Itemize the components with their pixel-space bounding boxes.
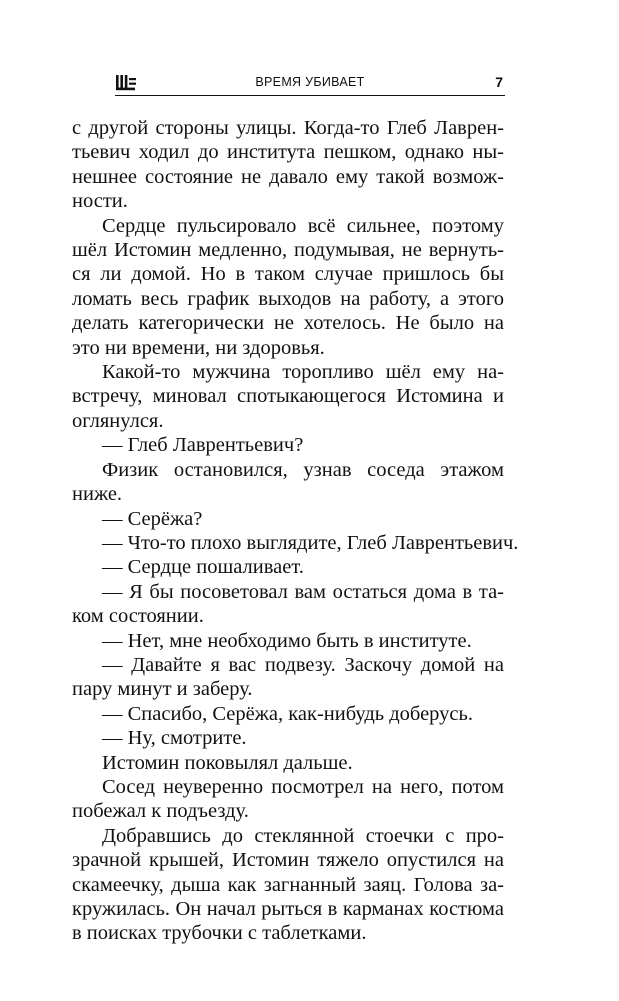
text-line: оглянулся. [72,409,164,432]
text-line: Сердце пульсировало всё сильнее, поэтому [102,214,504,237]
text-line: ком состоянии. [72,605,204,628]
paragraph [72,360,504,433]
paragraph [72,116,504,214]
paragraph [72,555,504,579]
text-line: Какой-то мужчина торопливо шёл ему на- [102,361,504,384]
running-title: ВРЕМЯ УБИВАЕТ [255,75,365,89]
header-rule [115,95,505,96]
text-line: в поисках трубочки с таблетками. [72,922,367,945]
text-line: встречу, миновал спотыкающегося Истомина и [72,385,504,408]
body-text [72,116,519,946]
paragraph [72,775,504,824]
text-line: ности. [72,190,128,213]
text-line: кружилась. Он начал рыться в карманах костюма [72,898,504,920]
text-line: Добравшись до стеклянной стоечки с про- [102,824,504,847]
text-line: шёл Истомин медленно, подумывая, не вернуть- [72,239,504,262]
text-line: это ни времени, ни здоровья. [72,336,325,359]
paragraph [72,751,504,775]
text-line: нешнее состояние не давало ему такой возмож- [72,165,504,188]
running-header [115,74,505,96]
text-line: побежал к подъезду. [72,800,249,823]
text-line: делать категорически не хотелось. Не было на [72,312,504,335]
paragraph [72,629,504,653]
text-line: тьевич ходил до института пешком, однако ны- [72,141,504,164]
paragraph [72,702,504,726]
paragraph [72,507,504,531]
text-line: — Что-то плохо выглядите, Глеб Лаврентьевич. [102,531,519,554]
text-line: — Нет, мне необходимо быть в институте. [102,629,472,652]
text-line: пару минут и заберу. [72,678,253,701]
text-line: — Сердце пошаливает. [102,556,304,579]
text-line: — Глеб Лаврентьевич? [102,434,304,457]
text-line: ниже. [72,483,123,506]
paragraph [72,653,504,702]
text-line: — Давайте я вас подвезу. Заскочу домой на [102,653,504,676]
text-line: с другой стороны улицы. Когда-то Глеб Лаврен- [72,117,504,139]
text-line: — Спасибо, Серёжа, как-нибудь доберусь. [102,702,473,725]
paragraph [72,433,504,457]
text-line: Истомин поковылял дальше. [102,751,353,774]
text-line: — Серёжа? [102,507,203,530]
page-number: 7 [495,74,503,90]
text-line: зрачной крышей, Истомин тяжело опустился на [72,849,504,872]
text-line: ся ли домой. Но в таком случае пришлось бы [72,263,504,286]
paragraph [72,726,504,750]
text-line: Сосед неуверенно посмотрел на него, потом [102,775,504,798]
text-line: ломать весь график выходов на работу, а этого [72,287,504,310]
paragraph [72,580,504,629]
paragraph [72,531,519,555]
text-line: — Ну, смотрите. [102,727,247,750]
text-line: скамеечку, дыша как загнанный заяц. Голова за- [72,873,504,896]
paragraph [72,458,504,507]
text-line: Физик остановился, узнав соседа этажом [102,458,504,481]
text-line: — Я бы посоветовал вам остаться дома в та- [102,580,504,603]
paragraph [72,824,504,946]
paragraph [72,214,504,360]
